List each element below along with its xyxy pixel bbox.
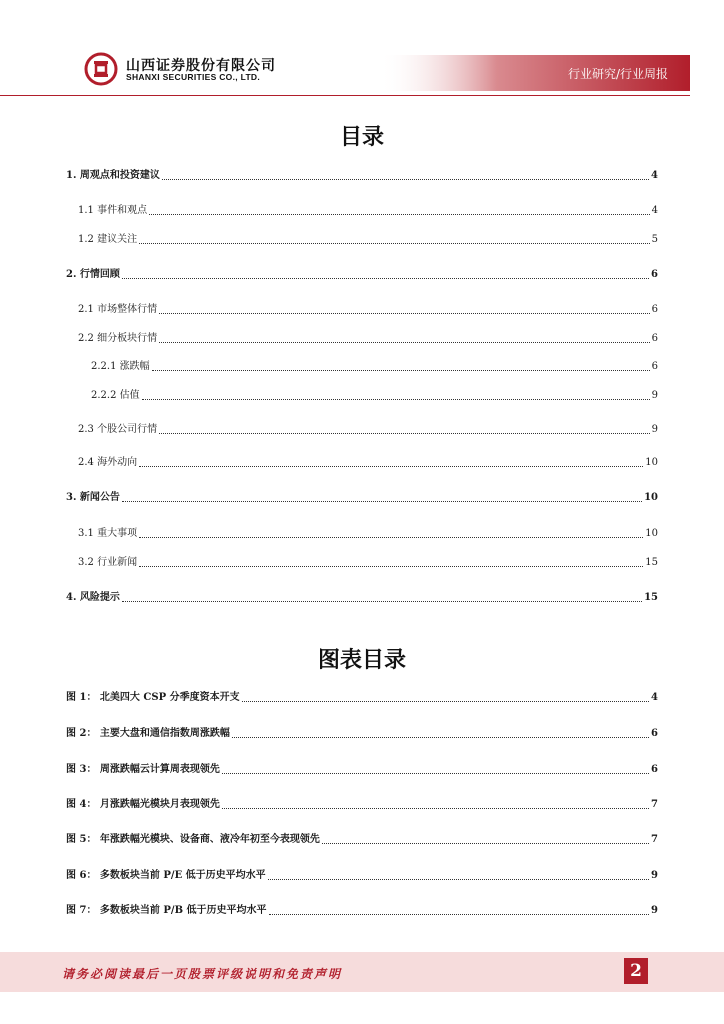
toc-entry-label: 3.1 重大事项 [78,528,138,539]
toc-entry[interactable] [78,331,658,345]
toc-entry[interactable] [78,422,658,436]
figure-entry[interactable] [66,690,658,704]
toc-leader [159,432,650,434]
figure-entry-page: 6 [651,728,658,739]
toc-title: 目录 [339,125,384,150]
figure-entry-page: 7 [651,834,658,845]
toc-entry[interactable] [66,490,658,504]
toc-entry-label: 2.2.1 涨跌幅 [91,361,150,372]
toc-entry-page: 10 [644,492,658,503]
toc-entry-page: 6 [651,269,658,280]
toc-entry-label: 2.1 市场整体行情 [78,304,158,315]
figure-entry-page: 9 [651,870,658,881]
toc-leader [242,700,649,702]
toc-entry-page: 6 [651,333,658,344]
figure-entry[interactable] [66,832,658,846]
toc-leader [232,736,649,738]
figure-entry-label: 图 2： 主要大盘和通信指数周涨跌幅 [66,728,230,739]
toc-entry[interactable] [78,526,658,540]
company-name-en: SHANXI SECURITIES CO., LTD. [126,72,261,82]
toc-entry[interactable] [78,455,658,469]
toc-entry-page: 10 [645,457,658,468]
header-divider [0,95,690,96]
page-number: 2 [624,958,648,984]
toc-entry[interactable] [78,232,658,246]
toc-leader [269,913,650,915]
toc-entry-page: 4 [651,170,658,181]
toc-leader [159,312,650,314]
toc-entry-label: 1.2 建议关注 [78,234,138,245]
toc-leader [139,565,643,567]
toc-leader [139,242,650,244]
toc-entry[interactable] [78,203,658,217]
figure-entry-label: 图 5： 年涨跌幅光模块、设备商、液冷年初至今表现领先 [66,834,320,845]
toc-entry-page: 9 [651,390,658,401]
toc-entry-page: 5 [651,234,658,245]
toc-entry[interactable] [78,302,658,316]
toc-leader [162,178,649,180]
figure-entry-label: 图 6： 多数板块当前 P/E 低于历史平均水平 [66,870,266,881]
toc-leader [222,807,649,809]
report-type: 行业研究/行业周报 [567,67,668,81]
toc-entry-label: 3. 新闻公告 [66,492,120,503]
toc-entry-label: 2. 行情回顾 [66,269,120,280]
toc-entry-page: 6 [651,304,658,315]
toc-leader [152,369,650,371]
toc-entry-label: 1. 周观点和投资建议 [66,170,160,181]
company-name-cn: 山西证券股份有限公司 [126,58,276,74]
figure-entry-page: 9 [651,905,658,916]
figure-entry-label: 图 1： 北美四大 CSP 分季度资本开支 [66,692,240,703]
figure-entry-page: 4 [651,692,658,703]
figure-entry-label: 图 4： 月涨跌幅光模块月表现领先 [66,799,220,810]
toc-entry[interactable] [66,267,658,281]
toc-entry-label: 3.2 行业新闻 [78,557,138,568]
toc-entry-label: 2.2 细分板块行情 [78,333,158,344]
toc-entry[interactable] [91,359,658,373]
figure-entry-label: 图 3： 周涨跌幅云计算周表现领先 [66,764,220,775]
toc-leader [139,465,643,467]
toc-leader [139,536,643,538]
toc-entry[interactable] [66,590,658,604]
toc-leader [322,842,649,844]
figure-entry[interactable] [66,726,658,740]
toc-leader [149,213,650,215]
toc-entry-label: 4. 风险提示 [66,592,120,603]
toc-leader [142,398,650,400]
toc-entry-page: 9 [651,424,658,435]
toc-entry-label: 2.3 个股公司行情 [78,424,158,435]
figure-entry[interactable] [66,762,658,776]
toc-entry-page: 15 [644,592,658,603]
figure-entry[interactable] [66,903,658,917]
toc-entry-label: 1.1 事件和观点 [78,205,148,216]
toc-entry-page: 10 [645,528,658,539]
toc-entry-page: 4 [651,205,658,216]
toc-entry-label: 2.4 海外动向 [78,457,138,468]
toc-leader [122,277,649,279]
toc-leader [268,878,649,880]
figure-entry[interactable] [66,797,658,811]
figure-entry-label: 图 7： 多数板块当前 P/B 低于历史平均水平 [66,905,267,916]
toc-leader [159,341,650,343]
toc-entry[interactable] [66,168,658,182]
toc-entry-page: 6 [651,361,658,372]
toc-entry-page: 15 [645,557,658,568]
toc-entry[interactable] [91,388,658,402]
company-logo-icon [84,52,118,86]
toc-entry-label: 2.2.2 估值 [91,390,140,401]
footer-disclaimer: 请务必阅读最后一页股票评级说明和免责声明 [62,967,343,981]
page-header [0,0,724,100]
figure-entry-page: 7 [651,799,658,810]
figures-title: 图表目录 [317,648,406,673]
toc-leader [122,600,642,602]
figure-entry-page: 6 [651,764,658,775]
figure-entry[interactable] [66,868,658,882]
toc-leader [222,772,649,774]
toc-entry[interactable] [78,555,658,569]
toc-leader [122,500,642,502]
